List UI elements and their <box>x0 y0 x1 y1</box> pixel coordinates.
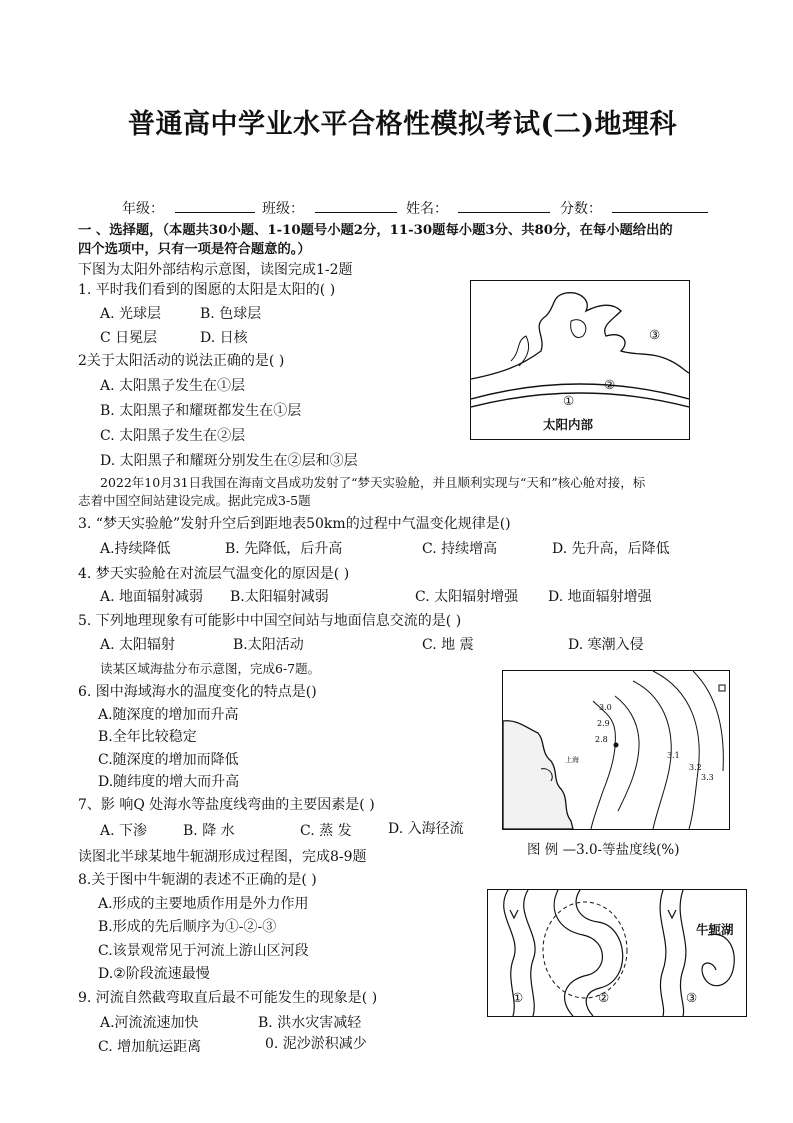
q5-option-a: A. 太阳辐射 <box>100 637 176 653</box>
sun-interior-label: 太阳内部 <box>543 417 594 432</box>
q2-stem: 2关于太阳活动的说法正确的是( ) <box>78 353 285 369</box>
q6-option-b: B.全年比较稳定 <box>98 729 197 745</box>
q8-option-b: B.形成的先后顺序为①-②-③ <box>98 919 277 935</box>
q7-option-b: B. 降 水 <box>183 823 235 839</box>
q4-option-b: B.太阳辐射减弱 <box>230 589 329 605</box>
q9-option-c: C. 增加航运距离 <box>98 1039 202 1055</box>
q4-option-a: A. 地面辐射减弱 <box>100 589 204 605</box>
class-label: 班级： <box>262 201 304 217</box>
name-label: 姓名： <box>406 201 448 217</box>
q3-option-b: B. 先降低，后升高 <box>225 541 343 557</box>
q1-option-b: B. 色球层 <box>200 306 262 322</box>
name-blank <box>458 198 550 213</box>
q7-option-d: D. 入海径流 <box>388 821 464 837</box>
q9-stem: 9. 河流自然截弯取直后最不可能发生的现象是( ) <box>78 990 378 1006</box>
city-label: 上海 <box>565 756 579 764</box>
score-blank <box>612 198 708 213</box>
stage-2-mark: ② <box>598 990 610 1005</box>
isohaline-2-8: 2.8 <box>595 735 608 744</box>
q2-option-c: C. 太阳黑子发生在②层 <box>100 428 246 444</box>
q3-option-c: C. 持续增高 <box>422 541 498 557</box>
intro-3: 读某区域海盐分布示意图，完成6-7题。 <box>100 661 321 676</box>
q3-option-d: D. 先升高，后降低 <box>552 541 670 557</box>
q7-option-c: C. 蒸 发 <box>300 823 352 839</box>
q5-option-c: C. 地 震 <box>422 637 474 653</box>
q4-option-c: C. 太阳辐射增强 <box>415 589 519 605</box>
q6-option-c: C.随深度的增加而降低 <box>98 752 239 768</box>
page-title: 普通高中学业水平合格性模拟考试(二)地理科 <box>128 109 678 140</box>
grade-blank <box>175 198 255 213</box>
q9-option-b: B. 洪水灾害减轻 <box>258 1015 362 1031</box>
q1-option-d: D. 日核 <box>200 330 248 346</box>
q5-option-b: B.太阳活动 <box>233 637 304 653</box>
intro-4: 读图北半球某地牛轭湖形成过程图，完成8-9题 <box>78 849 367 865</box>
salinity-legend: 图 例 —3.0-等盐度线(%) <box>527 842 680 858</box>
class-blank <box>315 198 397 213</box>
q6-option-a: A.随深度的增加而升高 <box>98 707 239 723</box>
q9-option-a: A.河流流速加快 <box>100 1015 199 1031</box>
q9-option-d: 0. 泥沙淤积减少 <box>265 1036 367 1052</box>
isohaline-3-0: 3.0 <box>599 703 612 712</box>
sun-layer-3-mark: ③ <box>649 327 661 342</box>
q6-option-d: D.随纬度的增大而升高 <box>98 774 240 790</box>
stage-3-mark: ③ <box>686 990 698 1005</box>
salinity-map <box>503 671 729 829</box>
section-heading-1: 一 、选择题，（本题共30小题、1-10题号小题2分，11-30题每小题3分、共80分，在每小题给出的 <box>78 223 673 238</box>
oxbow-lake-label: 牛轭湖 <box>696 922 734 937</box>
q1-option-a: A. 光球层 <box>100 306 162 322</box>
q8-option-d: D.②阶段流速最慢 <box>98 966 210 982</box>
q8-option-a: A.形成的主要地质作用是外力作用 <box>98 896 309 912</box>
q2-option-b: B. 太阳黑子和耀斑都发生在①层 <box>100 403 302 419</box>
q3-stem: 3. “梦天实验舱”发射升空后到距地表50km的过程中气温变化规律是() <box>78 516 511 532</box>
q7-stem: 7、影 响Q 处海水等盐度线弯曲的主要因素是( ) <box>78 797 375 813</box>
q6-stem: 6. 图中海域海水的温度变化的特点是() <box>78 684 317 700</box>
q3-option-a: A.持续降低 <box>100 541 171 557</box>
q5-stem: 5. 下列地理现象有可能影中中国空间站与地面信息交流的是( ) <box>78 613 462 629</box>
stage-1-mark: ① <box>512 990 524 1005</box>
intro-2-line2: 志着中国空间站建设完成。据此完成3-5题 <box>78 493 311 508</box>
q8-stem: 8.关于图中牛轭湖的表述不正确的是( ) <box>78 872 317 888</box>
q4-option-d: D. 地面辐射增强 <box>548 589 652 605</box>
q1-stem: 1. 平时我们看到的图愿的太阳是太阳的( ) <box>78 282 336 298</box>
score-label: 分数： <box>560 201 602 217</box>
q2-option-d: D. 太阳黑子和耀斑分别发生在②层和③层 <box>100 453 358 469</box>
intro-1: 下图为太阳外部结构示意图，读图完成1-2题 <box>78 262 353 278</box>
q8-option-c: C.该景观常见于河流上游山区河段 <box>98 943 309 959</box>
q7-option-a: A. 下渗 <box>100 823 148 839</box>
intro-2-line1: 2022年10月31日我国在海南文昌成功发射了“梦天实验舱，并且顺利实现与“天和”核心舱对接，标 <box>100 475 646 490</box>
sun-layer-2-mark: ② <box>604 377 616 392</box>
oxbow-lake-figure <box>487 889 747 1017</box>
isohaline-3-1: 3.1 <box>667 751 680 760</box>
isohaline-3-2: 3.2 <box>689 763 702 772</box>
q1-option-c: C 日冕层 <box>100 330 158 346</box>
q2-option-a: A. 太阳黑子发生在①层 <box>100 378 246 394</box>
grade-label: 年级： <box>122 201 164 217</box>
salinity-map-figure <box>502 670 730 830</box>
sun-structure-figure <box>470 280 690 440</box>
q5-option-d: D. 寒潮入侵 <box>568 637 644 653</box>
isohaline-2-9: 2.9 <box>597 719 610 728</box>
sun-layer-1-mark: ① <box>563 393 575 408</box>
q4-stem: 4. 梦天实验舱在对流层气温变化的原因是( ) <box>78 566 350 582</box>
section-heading-2: 四个选项中，只有一项是符合题意的。） <box>78 242 311 257</box>
isohaline-3-3: 3.3 <box>701 773 714 782</box>
oxbow-lake-diagram <box>488 890 746 1016</box>
